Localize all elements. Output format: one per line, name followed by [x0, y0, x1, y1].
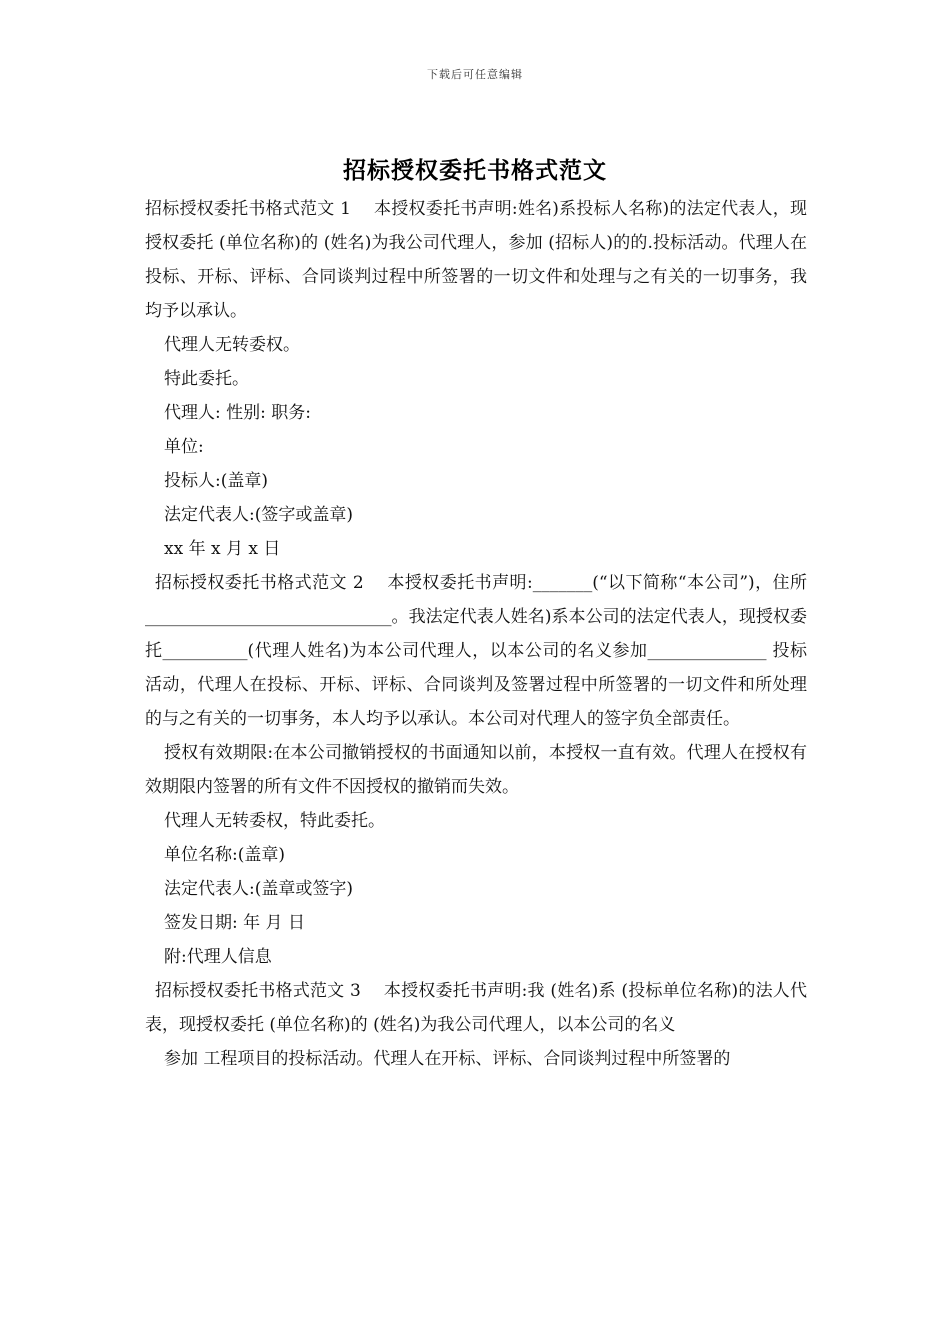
- paragraph-no-subdelegation-2: 代理人无转委权，特此委托。: [164, 811, 385, 831]
- paragraph-no-subdelegation: 代理人无转委权。: [164, 335, 300, 355]
- field-date: xx 年 x 月 x 日: [164, 539, 281, 559]
- field-legal-rep-signature: 法定代表人:(签字或盖章): [164, 505, 353, 525]
- paragraph-validity-period: 授权有效期限:在本公司撤销授权的书面通知以前，本授权一直有效。代理人在授权有效期限内签署的所有文件不因授权的撤销而失效。: [145, 743, 807, 797]
- paragraph-sample-1: 招标授权委托书格式范文 1 本授权委托书声明:姓名)系投标人名称)的法定代表人，现授权委托 (单位名称)的 (姓名)为我公司代理人，参加 (招标人)的的.投标活动。代理人在投标、开标、评标、合同谈判过程中所签署的一切文件和处理与之有关的一切事务，我均予以承认。: [145, 199, 807, 321]
- paragraph-sample-3: 招标授权委托书格式范文 3 本授权委托书声明:我 (姓名)系 (投标单位名称)的法人代表，现授权委托 (单位名称)的 (姓名)为我公司代理人，以本公司的名义: [145, 981, 807, 1035]
- field-attachment: 附:代理人信息: [164, 947, 272, 967]
- header-note: 下载后可任意编辑: [427, 68, 523, 81]
- paragraph-sample-2: 招标授权委托书格式范文 2 本授权委托书声明:_______(“以下简称“本公司”)，住所_____________________________。我法定代表人姓名)系本公司的法定代表人，现授权委托__________(代理人姓名)为本公司代理人，以本公司的名义参加______________ 投标活动，代理人在投标、开标、评标、合同谈判及签署过程中所签署的一切文件和所处理的与之有关的一切事务，本人均予以承认。本公司对代理人的签字负全部责任。: [145, 573, 807, 729]
- field-bidder-seal: 投标人:(盖章): [164, 471, 268, 491]
- paragraph-sample-3-continued: 参加 工程项目的投标活动。代理人在开标、评标、合同谈判过程中所签署的: [164, 1049, 731, 1069]
- paragraph-hereby-entrust: 特此委托。: [164, 369, 249, 389]
- document-title: 招标授权委托书格式范文: [343, 157, 607, 184]
- field-unit: 单位:: [164, 437, 204, 457]
- document-body: [145, 192, 807, 1076]
- field-issue-date: 签发日期: 年 月 日: [164, 913, 305, 933]
- field-agent-info: 代理人: 性别: 职务:: [164, 403, 311, 423]
- field-unit-name-seal: 单位名称:(盖章): [164, 845, 285, 865]
- field-legal-rep-seal: 法定代表人:(盖章或签字): [164, 879, 353, 899]
